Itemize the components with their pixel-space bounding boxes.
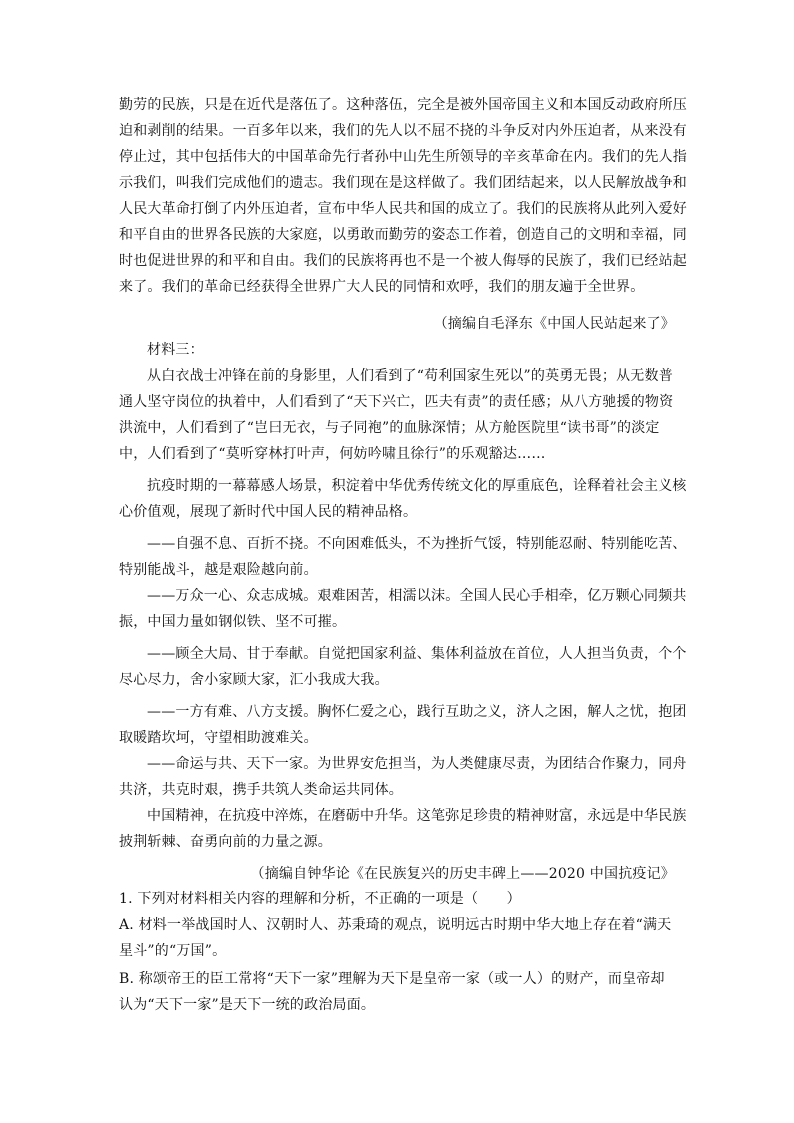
paragraph-line: 特别能战斗，越是艰险越向前。 [119, 562, 318, 578]
option-b-line: 认为“天下一家”是天下一统的政治局面。 [119, 997, 376, 1013]
text-line: 勤劳的民族，只是在近代是落伍了。这种落伍，完全是被外国帝国主义和本国反动政府所压 [119, 97, 687, 113]
source-citation: （摘编自钟华论《在民族复兴的历史丰碑上——2020 中国抗疫记》 [250, 866, 675, 882]
source-citation: （摘编自毛泽东《中国人民站起来了》 [433, 316, 675, 332]
paragraph-line: 共济，共克时艰，携手共筑人类命运共同体。 [119, 782, 403, 798]
option-a-line: A. 材料一举战国时人、汉朝时人、苏秉琦的观点，说明远古时期中华大地上存在着“满天 [119, 917, 672, 933]
paragraph-line: ——自强不息、百折不挠。不向困难低头，不为挫折气馁，特别能忍耐、特别能吃苦、 [147, 536, 687, 552]
paragraph-line: ——一方有难、八方支援。胸怀仁爱之心，践行互助之义，济人之困，解人之忧，抱团 [147, 704, 687, 720]
paragraph-line: 从白衣战士冲锋在前的身影里，人们看到了“苟利国家生死以”的英勇无畏；从无数普 [147, 368, 673, 384]
paragraph-line: 抗疫时期的一幕幕感人场景，积淀着中华优秀传统文化的厚重底色，诠释着社会主义核 [147, 478, 687, 494]
paragraph-line: ——命运与共、天下一家。为世界安危担当，为人类健康尽责，为团结合作聚力，同舟 [147, 756, 687, 772]
text-line: 来了。我们的革命已经获得全世界广大人民的同情和欢呼，我们的朋友遍于全世界。 [119, 279, 645, 295]
text-line: 时也促进世界的和平和自由。我们的民族将再也不是一个被人侮辱的民族了，我们已经站起 [119, 253, 687, 269]
paragraph-line: 披荆斩棘、奋勇向前的力量之源。 [119, 834, 332, 850]
option-b-line: B. 称颂帝王的臣工常将“天下一家”理解为天下是皇帝一家（或一人）的财产，而皇帝却 [119, 971, 665, 987]
paragraph-line: 取暖踏坎坷，守望相助渡难关。 [119, 730, 318, 746]
paragraph-line: 振，中国力量如钢似铁、坚不可摧。 [119, 614, 347, 630]
paragraph-line: 中国精神，在抗疫中淬炼，在磨砺中升华。这笔弥足珍贵的精神财富，永远是中华民族 [147, 808, 687, 824]
paragraph-line: 心价值观，展现了新时代中国人民的精神品格。 [119, 504, 418, 520]
paragraph-line: ——万众一心、众志成城。艰难困苦，相濡以沫。全国人民心手相牵，亿万颗心同频共 [147, 588, 687, 604]
paragraph-line: 洪流中，人们看到了“岂曰无衣，与子同袍”的血脉深情；从方舱医院里“读书哥”的淡定 [119, 420, 660, 436]
paragraph-line: 中，人们看到了“莫听穿林打叶声，何妨吟啸且徐行”的乐观豁达…… [119, 446, 546, 462]
paragraph-line: 尽心尽力，舍小家顾大家，汇小我成大我。 [119, 672, 389, 688]
text-line: 迫和剥削的结果。一百多年以来，我们的先人以不屈不挠的斗争反对内外压迫者，从来没有 [119, 123, 687, 139]
text-line: 人民大革命打倒了内外压迫者，宣布中华人民共和国的成立了。我们的民族将从此列入爱好 [119, 201, 687, 217]
text-line: 示我们，叫我们完成他们的遗志。我们现在是这样做了。我们团结起来，以人民解放战争和 [119, 175, 687, 191]
text-line: 停止过，其中包括伟大的中国革命先行者孙中山先生所领导的辛亥革命在内。我们的先人指 [119, 149, 687, 165]
question-stem: 1. 下列对材料相关内容的理解和分析，不正确的一项是（ ） [119, 891, 521, 907]
text-line: 和平自由的世界各民族的大家庭，以勇敢而勤劳的姿态工作着，创造自己的文明和幸福，同 [119, 227, 687, 243]
option-a-line: 星斗”的“万国”。 [119, 943, 227, 959]
paragraph-line: ——顾全大局、甘于奉献。自觉把国家利益、集体利益放在首位，人人担当负责，个个 [147, 646, 687, 662]
section-heading: 材料三： [147, 342, 204, 358]
paragraph-line: 通人坚守岗位的执着中，人们看到了“天下兴亡，匹夫有责”的责任感；从八方驰援的物资 [119, 394, 674, 410]
